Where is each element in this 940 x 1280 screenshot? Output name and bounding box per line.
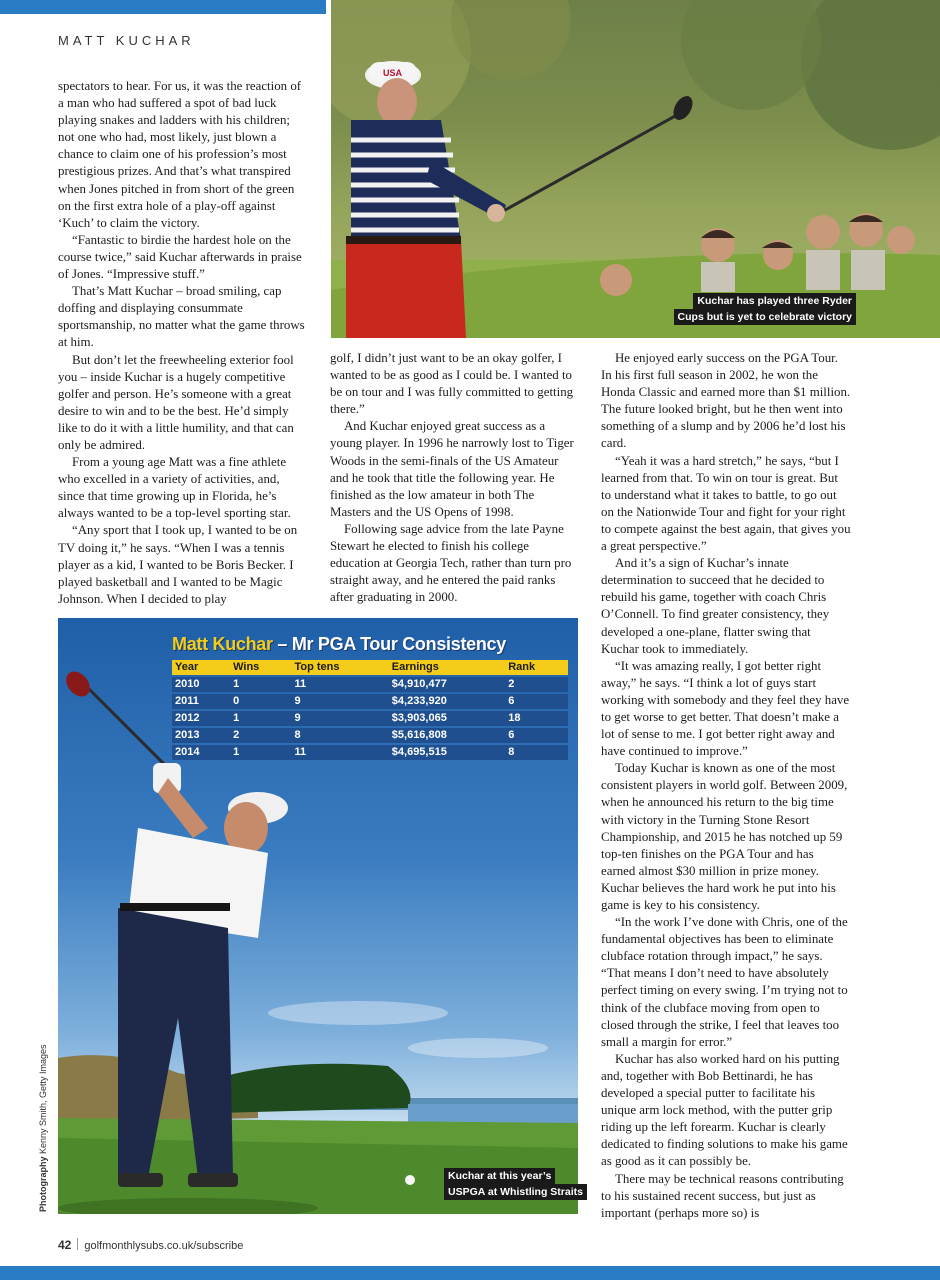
paragraph: He enjoyed early success on the PGA Tour. In his first full season in 2002, he won the Honda Classic and earned more than $1 million. The future looked bright, but he then went into something of a slump and by 2006 he’d lost his card. [601,351,851,451]
paragraph: spectators to hear. For us, it was the reaction of a man who had suffered a spot of bad luck playing snakes and ladders with his children; not one who had, most likely, just blown a chance to claim one of his profession’s most prestigious prizes. And that’s what transpired when Jones pitched in from short of the green on the first extra hole of a play-off against ‘Kuch’ to claim the victory. [58,79,302,230]
cell-earnings: $5,616,808 [389,728,505,743]
stats-row [172,745,568,760]
stats-grid [172,658,568,762]
stats-row [172,711,568,726]
footer-divider [77,1238,78,1250]
paragraph: Today Kuchar is known as one of the most consistent players in world golf. Between 2009, when he announced his return to the big time with victory in the Turning Stone Resort Championship, and 2015 he has notched up 59 top-ten finishes on the PGA Tour and has earned almost $30 million in prize money. Kuchar believes the hard work he put into his game is key to his consistency. [601,761,848,912]
caption-line: Kuchar has played three Ryder [693,293,856,309]
paragraph: Following sage advice from the late Payne Stewart he elected to finish his college education at Georgia Tech, rather than turn pro straight away, and he entered the paid ranks after graduating in 2000. [330,521,572,605]
cell-wins: 1 [230,677,291,692]
cell-year: 2012 [172,711,230,726]
cell-rank: 8 [505,745,568,760]
credit-names: Kenny Smith, Getty Images [38,1044,48,1154]
cell-top-tens: 11 [292,677,389,692]
bottom-color-band [0,1266,940,1280]
paragraph: “Any sport that I took up, I wanted to be on TV doing it,” he says. “When I was a tennis player as a kid, I wanted to be Boris Becker. I played basketball and I wanted to be Magic Johnson. When I decided to play [58,523,298,606]
stats-header-row [172,660,568,675]
cell-wins: 2 [230,728,291,743]
photo-credit [38,1044,48,1212]
paragraph: “In the work I’ve done with Chris, one of the fundamental objectives has been to eliminate clubface rotation through impact,” he says. “That means I don’t need to have absolutely perfect timing on every swing. I’m trying not to think of the clubface moving from open to closed through the strike, I feel that leaves too small a margin for error.” [601,915,848,1049]
header-wins: Wins [230,660,291,675]
stats-row [172,694,568,709]
article-column-1 [58,78,308,608]
svg-text:USA: USA [383,68,403,78]
paragraph: And it’s a sign of Kuchar’s innate determination to succeed that he decided to rebuild his game, together with coach Chris O’Connell. To find greater consistency, they developed a one-plane, flatter swing that Kuchar took to immediately. [601,556,830,656]
cell-rank: 18 [505,711,568,726]
cell-year: 2013 [172,728,230,743]
article-column-2 [330,350,575,606]
cell-rank: 6 [505,694,568,709]
stats-title [172,634,568,655]
header-top-tens: Top tens [292,660,389,675]
paragraph: From a young age Matt was a fine athlete who excelled in a variety of activities, and, since that time growing up in Florida, he’s always wanted to be a top-level sporting star. [58,455,291,521]
stats-row [172,728,568,743]
subscribe-link[interactable]: golfmonthlysubs.co.uk/subscribe [84,1240,244,1252]
cell-top-tens: 8 [292,728,389,743]
cell-top-tens: 9 [292,711,389,726]
cell-wins: 0 [230,694,291,709]
paragraph: “Fantastic to birdie the hardest hole on the course twice,” said Kuchar afterwards in praise of Jones. “Impressive stuff.” [58,232,302,282]
photo-whistling-straits [58,618,578,1214]
stats-row [172,677,568,692]
header-year: Year [172,660,230,675]
credit-label: Photography [38,1156,48,1212]
paragraph: And Kuchar enjoyed great success as a young player. In 1996 he narrowly lost to Tiger Woods in the semi-finals of the US Amateur and he took that title the following year. He finished as the low amateur in both The Masters and the US Opens of 1998. [330,419,574,519]
photo-ryder-cup-illustration [331,0,940,338]
caption-line: Kuchar at this year’s [444,1168,555,1184]
top-color-band [0,0,326,14]
paragraph: There may be technical reasons contributing to his sustained recent success, but just as important (perhaps more so) is [601,1171,844,1220]
cell-earnings: $4,695,515 [389,745,505,760]
caption-whistling-straits [444,1168,587,1200]
consistency-stats-table [172,634,568,762]
cell-wins: 1 [230,711,291,726]
photo-ryder-cup [331,0,940,338]
cell-earnings: $3,903,065 [389,711,505,726]
cell-top-tens: 11 [292,745,389,760]
caption-line: USPGA at Whistling Straits [444,1184,587,1200]
header-rank: Rank [505,660,568,675]
cell-year: 2014 [172,745,230,760]
cell-earnings: $4,233,920 [389,694,505,709]
cell-year: 2010 [172,677,230,692]
article-column-3 [601,350,851,1222]
paragraph: Kuchar has also worked hard on his putting and, together with Bob Bettinardi, he has developed a special putter to facilitate his unique arm lock method, with the putter grip riding up the left forearm. Kuchar is clearly dedicated to finding solutions to make his game as good as it can possibly be. [601,1051,848,1169]
cell-top-tens: 9 [292,694,389,709]
page-number: 42 [58,1238,72,1252]
cell-rank: 2 [505,677,568,692]
cell-rank: 6 [505,728,568,743]
caption-ryder-cup [674,293,856,325]
running-head: MATT KUCHAR [58,33,195,48]
cell-earnings: $4,910,477 [389,677,505,692]
stats-title-rest: – Mr PGA Tour Consistency [272,634,506,654]
paragraph: “Yeah it was a hard stretch,” he says, “but I learned from that. To win on tour is great. But to understand what it takes to battle, to go out on the Nationwide Tour and fight for your right to compete against the best again, that gives you a great perspective.” [601,453,851,554]
cell-wins: 1 [230,745,291,760]
header-earnings: Earnings [389,660,505,675]
page-footer [58,1238,243,1252]
cell-year: 2011 [172,694,230,709]
paragraph: “It was amazing really, I got better right away,” he says. “I think a lot of guys start working with somebody and they feel they have to get worse to get better. That doesn’t make a lot of sense to me. I got better right away and have continued to improve.” [601,658,850,759]
stats-title-name: Matt Kuchar [172,634,273,654]
caption-line: Cups but is yet to celebrate victory [674,309,856,325]
paragraph: golf, I didn’t just want to be an okay golfer, I wanted to be as good as I could be. I wanted to be on tour and I was fully committed to getting there.” [330,351,574,417]
paragraph: That’s Matt Kuchar – broad smiling, cap doffing and displaying consummate sportsmanship, no matter what the game throws at him. [58,284,305,350]
paragraph: But don’t let the freewheeling exterior fool you – inside Kuchar is a hugely competitive golfer and person. He’s someone with a great desire to win and to be the best. He’d simply like to do it with a little humility, and that can only be admired. [58,352,294,452]
